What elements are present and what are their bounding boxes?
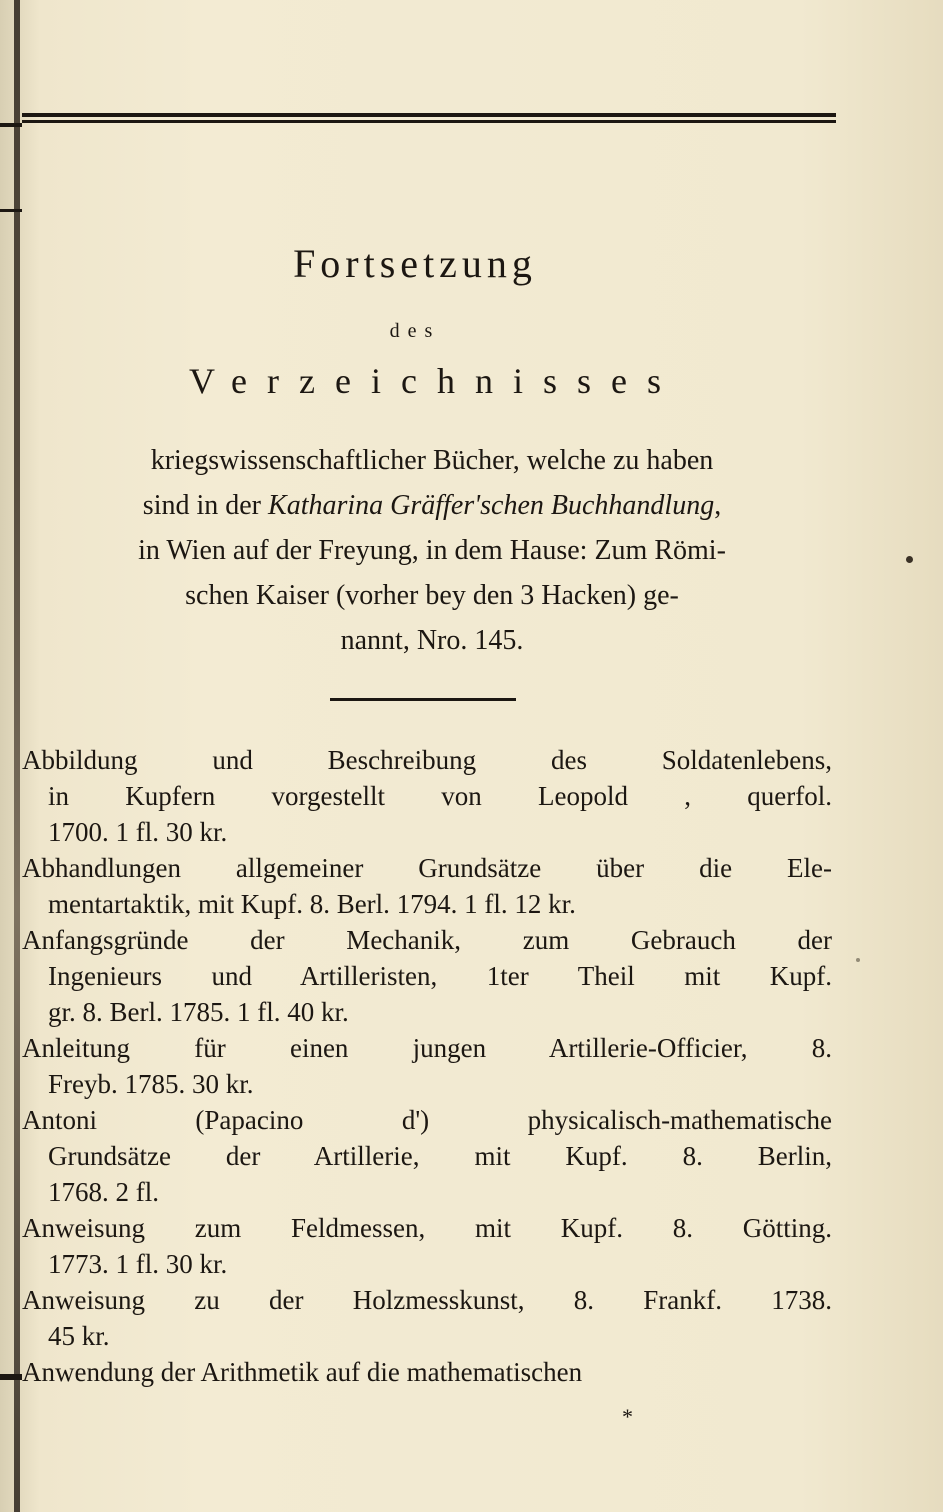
gutter-mark	[0, 209, 22, 212]
binding-gutter	[14, 0, 20, 1512]
entry-line: Anweisung zu der Holzmesskunst, 8. Frankf. 1738.	[22, 1285, 832, 1315]
entry-line: 45 kr.	[48, 1321, 110, 1351]
entry-line: 1773. 1 fl. 30 kr.	[48, 1249, 228, 1279]
entry-line: Anwendung der Arithmetik auf die mathematischen	[22, 1357, 583, 1387]
list-item	[22, 850, 832, 922]
gutter-mark	[0, 1374, 22, 1380]
paper-spot	[856, 958, 860, 962]
subtitle-block	[22, 438, 842, 663]
subtitle-line	[22, 438, 842, 483]
entry-line: Ingenieurs und Artilleristen, 1ter Theil mit Kupf.	[48, 961, 832, 991]
subtitle-text: ,	[714, 490, 722, 521]
paper-spot	[906, 556, 913, 563]
catchword: *	[622, 1404, 633, 1429]
list-item	[22, 742, 832, 850]
subtitle-line	[22, 618, 842, 663]
gutter-mark	[0, 123, 22, 127]
list-item	[22, 1282, 832, 1354]
list-item	[22, 1102, 832, 1210]
top-double-rule	[22, 113, 836, 123]
entry-line: Abbildung und Beschreibung des Soldatenlebens,	[22, 745, 832, 775]
entry-line: Grundsätze der Artillerie, mit Kupf. 8. Berlin,	[48, 1141, 832, 1171]
subtitle-line	[22, 483, 842, 528]
subtitle-text: kriegswissenschaftlicher Bücher, welche zu haben	[150, 445, 714, 476]
subtitle-text: in Wien auf der Freyung, in dem Hause: Zum Römi-	[138, 535, 726, 566]
entry-line: in Kupfern vorgestellt von Leopold , querfol.	[48, 781, 832, 811]
entry-line: Antoni (Papacino d') physicalisch-mathematische	[22, 1105, 832, 1135]
entry-line: Anleitung für einen jungen Artillerie-Officier, 8.	[22, 1033, 832, 1063]
entry-line: 1700. 1 fl. 30 kr.	[48, 817, 228, 847]
entry-line: Freyb. 1785. 30 kr.	[48, 1069, 254, 1099]
entry-line: gr. 8. Berl. 1785. 1 fl. 40 kr.	[48, 997, 349, 1027]
subtitle-line	[22, 528, 842, 573]
divider-rule	[330, 698, 516, 701]
list-item	[22, 1354, 832, 1390]
book-list	[22, 742, 832, 1390]
page-title: Fortsetzung	[293, 241, 537, 286]
list-item	[22, 1030, 832, 1102]
entry-line: 1768. 2 fl.	[48, 1177, 159, 1207]
subtitle-text: schen Kaiser (vorher bey den 3 Hacken) ge-	[185, 580, 679, 611]
title-verzeichnisses: Verzeichnisses	[189, 361, 681, 401]
list-item	[22, 1210, 832, 1282]
entry-line: Anweisung zum Feldmessen, mit Kupf. 8. Götting.	[22, 1213, 832, 1243]
subtitle-text: sind in der	[142, 490, 269, 521]
title-des: des	[389, 320, 441, 342]
entry-line: Anfangsgründe der Mechanik, zum Gebrauch der	[22, 925, 832, 955]
subtitle-line	[22, 573, 842, 618]
entry-line: mentartaktik, mit Kupf. 8. Berl. 1794. 1 fl. 12 kr.	[48, 889, 576, 919]
list-item	[22, 922, 832, 1030]
publisher-name: Katharina Gräffer'schen Buchhandlung	[268, 490, 715, 521]
entry-line: Abhandlungen allgemeiner Grundsätze über die Ele-	[22, 853, 832, 883]
subtitle-text: nannt, Nro. 145.	[340, 625, 524, 656]
